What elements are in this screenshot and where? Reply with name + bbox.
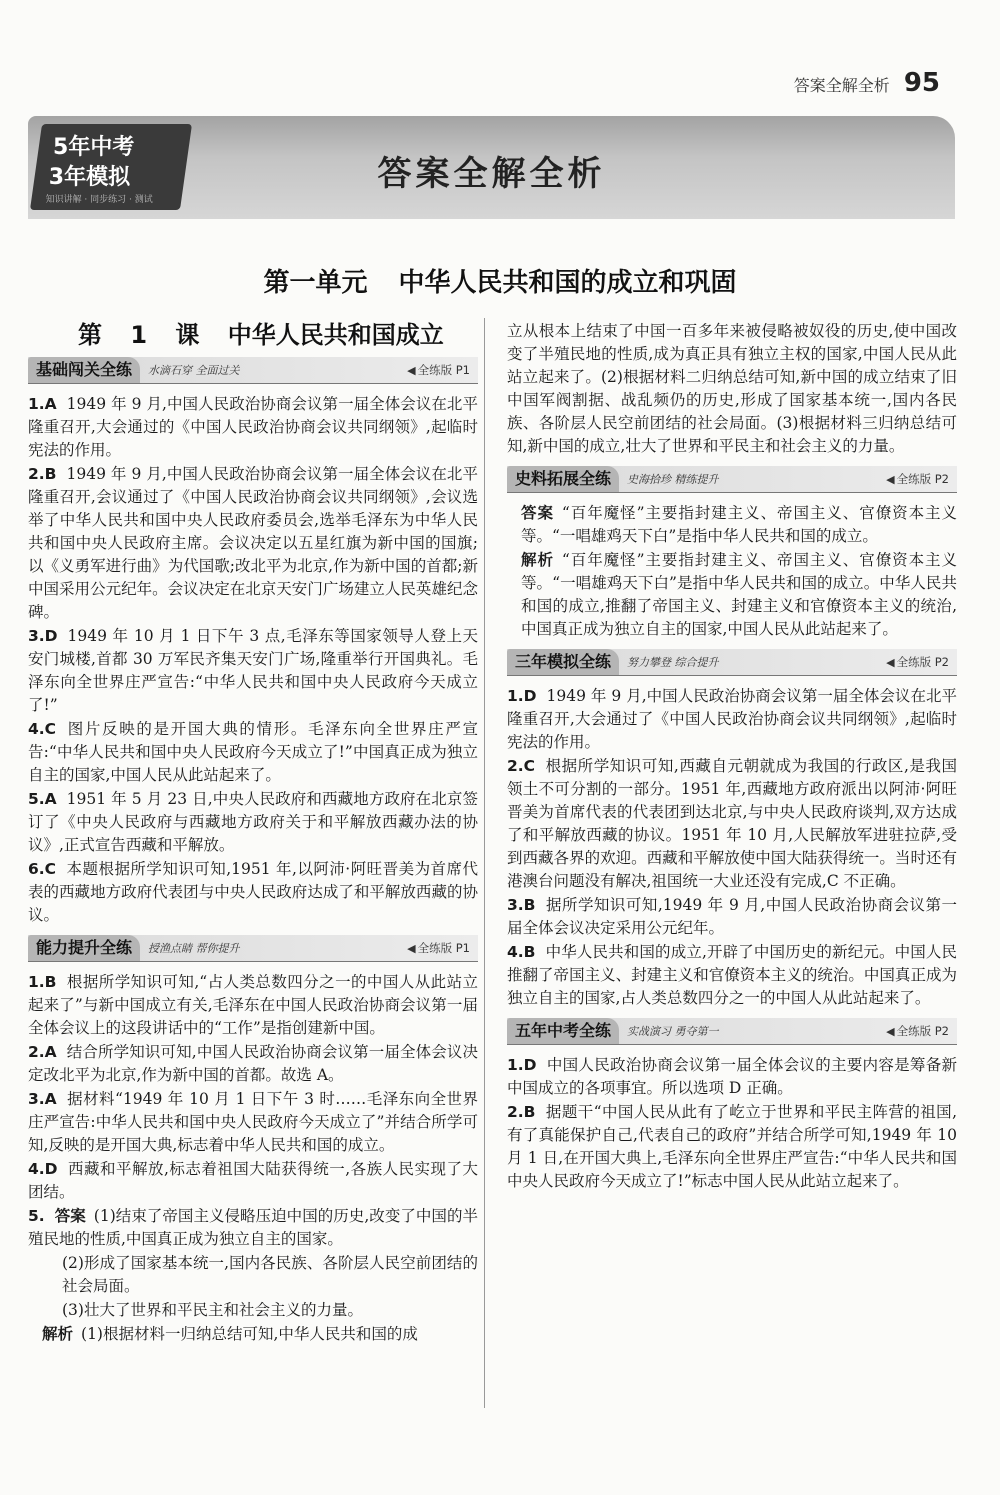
lesson-title: 第 1 课 中华人民共和国成立 <box>78 321 444 349</box>
section-header-history <box>507 466 957 493</box>
section-header-basic <box>28 357 478 384</box>
section-header-ability <box>28 935 478 962</box>
section-name: 能力提升全练 <box>28 935 140 961</box>
answer-item: 4.C 图片反映的是开国大典的情形。毛泽东向全世界庄严宣告:“中华人民共和国中央人民政府今天成立了!”中国真正成为独立自主的国家,中国人民从此站起来了。 <box>28 720 478 784</box>
title-banner <box>28 116 955 219</box>
section-tagline: 水滴石穿 全面过关 <box>148 363 240 377</box>
page-number: 95 <box>903 68 940 98</box>
pointer-arrow-icon: ◀ <box>886 472 895 486</box>
column-divider <box>484 318 485 1408</box>
answer-item: 3.B 据所学知识可知,1949 年 9 月,中国人民政治协商会议第一届全体会议决定采用公元纪年。 <box>507 896 957 937</box>
answer-item: 2.A 结合所学知识可知,中国人民政治协商会议第一届全体会议决定改北平为北京,作为新中国的首都。故选 A。 <box>28 1043 478 1084</box>
logo-line-2: 3年模拟 <box>48 165 131 190</box>
section-reference: ◀ 全练版 P1 <box>407 362 470 377</box>
answer-item: 1.D 中国人民政治协商会议第一届全体会议的主要内容是筹备新中国成立的各项事宜。所以选项 D 正确。 <box>507 1056 957 1097</box>
logo-subtitle: 知识讲解 · 同步练习 · 测试 <box>45 195 153 205</box>
pointer-arrow-icon: ◀ <box>886 655 895 669</box>
logo-line-1: 5年中考 <box>53 135 135 160</box>
running-header <box>794 68 940 98</box>
history-analysis: 解析 “百年魔怪”主要指封建主义、帝国主义、官僚资本主义等。“一唱雄鸡天下白”是指中华人民共和国的成立。中华人民共和国的成立,推翻了帝国主义、封建主义和官僚资本主义的统治,中国真正成为独立自主的国家,中国人民从此站起来了。 <box>521 551 957 638</box>
answer-item-5: 5. 答案 (1)结束了帝国主义侵略压迫中国的历史,改变了中国的半殖民地的性质,中国真正成为独立自主的国家。 <box>28 1207 478 1248</box>
section-header-five-year <box>507 1018 957 1045</box>
analysis-continued: 立从根本上结束了中国一百多年来被侵略被奴役的历史,使中国改变了半殖民地的性质,成为真正具有独立主权的国家,中国人民从此站立起来了。(2)根据材料二归纳总结可知,新中国的成立结束了旧中国军阀割据、战乱频仍的历史,形成了国家基本统一,国内各民族、各阶层人民空前团结的社会局面。(3)根据材料三归纳总结可知,新中国的成立,壮大了世界和平民主和社会主义的力量。 <box>507 322 957 455</box>
section-tagline: 授渔点睛 帮你提升 <box>148 941 240 955</box>
answer-part-3: (3)壮大了世界和平民主和社会主义的力量。 <box>62 1301 363 1319</box>
section-reference: ◀ 全练版 P2 <box>886 654 949 669</box>
section-tagline: 实战演习 勇夺第一 <box>627 1024 719 1038</box>
unit-title: 第一单元 中华人民共和国的成立和巩固 <box>263 268 737 298</box>
section-name: 基础闯关全练 <box>28 357 140 383</box>
right-column <box>507 320 957 1194</box>
answer-item: 6.C 本题根据所学知识可知,1951 年,以阿沛·阿旺晋美为首席代表的西藏地方政府代表团与中央人民政府达成了和平解放西藏的协议。 <box>28 860 478 924</box>
section-name: 史料拓展全练 <box>507 466 619 492</box>
answer-item: 1.D 1949 年 9 月,中国人民政治协商会议第一届全体会议在北平隆重召开,大会通过了《中国人民政治协商会议共同纲领》,起临时宪法的作用。 <box>507 687 957 751</box>
section-reference: ◀ 全练版 P1 <box>407 940 470 955</box>
answer-item: 4.D 西藏和平解放,标志着祖国大陆获得统一,各族人民实现了大团结。 <box>28 1160 478 1201</box>
section-name: 五年中考全练 <box>507 1018 619 1044</box>
answer-item: 1.A 1949 年 9 月,中国人民政治协商会议第一届全体会议在北平隆重召开,大会通过的《中国人民政治协商会议共同纲领》,起临时宪法的作用。 <box>28 395 478 459</box>
pointer-arrow-icon: ◀ <box>407 363 416 377</box>
answer-item: 5.A 1951 年 5 月 23 日,中央人民政府和西藏地方政府在北京签订了《中央人民政府与西藏地方政府关于和平解放西藏办法的协议》,正式宣告西藏和平解放。 <box>28 790 478 854</box>
answer-item: 1.B 根据所学知识可知,“占人类总数四分之一的中国人从此站立起来了”与新中国成立有关,毛泽东在中国人民政治协商会议第一届全体会议上的这段讲话中的“工作”是指创建新中国。 <box>28 973 478 1037</box>
section-name: 三年模拟全练 <box>507 649 619 675</box>
section-reference: ◀ 全练版 P2 <box>886 1023 949 1038</box>
answer-item: 3.D 1949 年 10 月 1 日下午 3 点,毛泽东等国家领导人登上天安门城楼,首都 30 万军民齐集天安门广场,隆重举行开国典礼。毛泽东向全世界庄严宣告:“中华人民共和国中央人民政府今天成立了!” <box>28 627 478 714</box>
analysis-start: 解析 (1)根据材料一归纳总结可知,中华人民共和国的成 <box>42 1325 418 1343</box>
pointer-arrow-icon: ◀ <box>407 941 416 955</box>
answer-item: 3.A 据材料“1949 年 10 月 1 日下午 3 时……毛泽东向全世界庄严宣告:中华人民共和国中央人民政府今天成立了”并结合所学可知,反映的是开国大典,标志着中华人民共和国的成立。 <box>28 1090 478 1154</box>
section-header-three-year <box>507 649 957 676</box>
answer-part-2: (2)形成了国家基本统一,国内各民族、各阶层人民空前团结的社会局面。 <box>62 1254 478 1295</box>
section-tagline: 史海拾珍 精练提升 <box>627 472 719 486</box>
header-title: 答案全解全析 <box>793 76 890 95</box>
answer-item: 4.B 中华人民共和国的成立,开辟了中国历史的新纪元。中国人民推翻了帝国主义、封建主义和官僚资本主义的统治。中国真正成为独立自主的国家,占人类总数四分之一的中国人从此站起来了。 <box>507 943 957 1007</box>
section-tagline: 努力攀登 综合提升 <box>627 655 719 669</box>
section-reference: ◀ 全练版 P2 <box>886 471 949 486</box>
answer-item: 2.B 据题干“中国人民从此有了屹立于世界和平民主阵营的祖国,有了真能保护自己,代表自己的政府”并结合所学可知,1949 年 10 月 1 日,在开国大典上,毛泽东向全世界庄严宣告:“中华人民共和国中央人民政府今天成立了!”标志中国人民从此站立起来了。 <box>507 1103 957 1190</box>
history-answer: 答案 “百年魔怪”主要指封建主义、帝国主义、官僚资本主义等。“一唱雄鸡天下白”是指中华人民共和国的成立。 <box>521 504 957 545</box>
pointer-arrow-icon: ◀ <box>886 1024 895 1038</box>
answer-item: 2.B 1949 年 9 月,中国人民政治协商会议第一届全体会议在北平隆重召开,会议通过了《中国人民政治协商会议共同纲领》,会议选举了中华人民共和国中央人民政府委员会,选举毛泽东为中华人民共和国中央人民政府主席。会议决定以五星红旗为新中国的国旗;以《义勇军进行曲》为代国歌;改北平为北京,作为新中国的首都;新中国采用公元纪年。会议决定在北京天安门广场建立人民英雄纪念碑。 <box>28 465 478 621</box>
left-column <box>28 320 478 1347</box>
banner-title: 答案全解全析 <box>377 154 606 194</box>
answer-item: 2.C 根据所学知识可知,西藏自元朝就成为我国的行政区,是我国领土不可分割的一部分。1951 年,西藏地方政府派出以阿沛·阿旺晋美为首席代表的代表团到达北京,与中央人民政府谈判,双方达成了和平解放西藏的协议。1951 年 10 月,人民解放军进驻拉萨,受到西藏各界的欢迎。西藏和平解放使中国大陆获得统一。当时还有港澳台问题没有解决,祖国统一大业还没有完成,C 不正确。 <box>507 757 957 890</box>
